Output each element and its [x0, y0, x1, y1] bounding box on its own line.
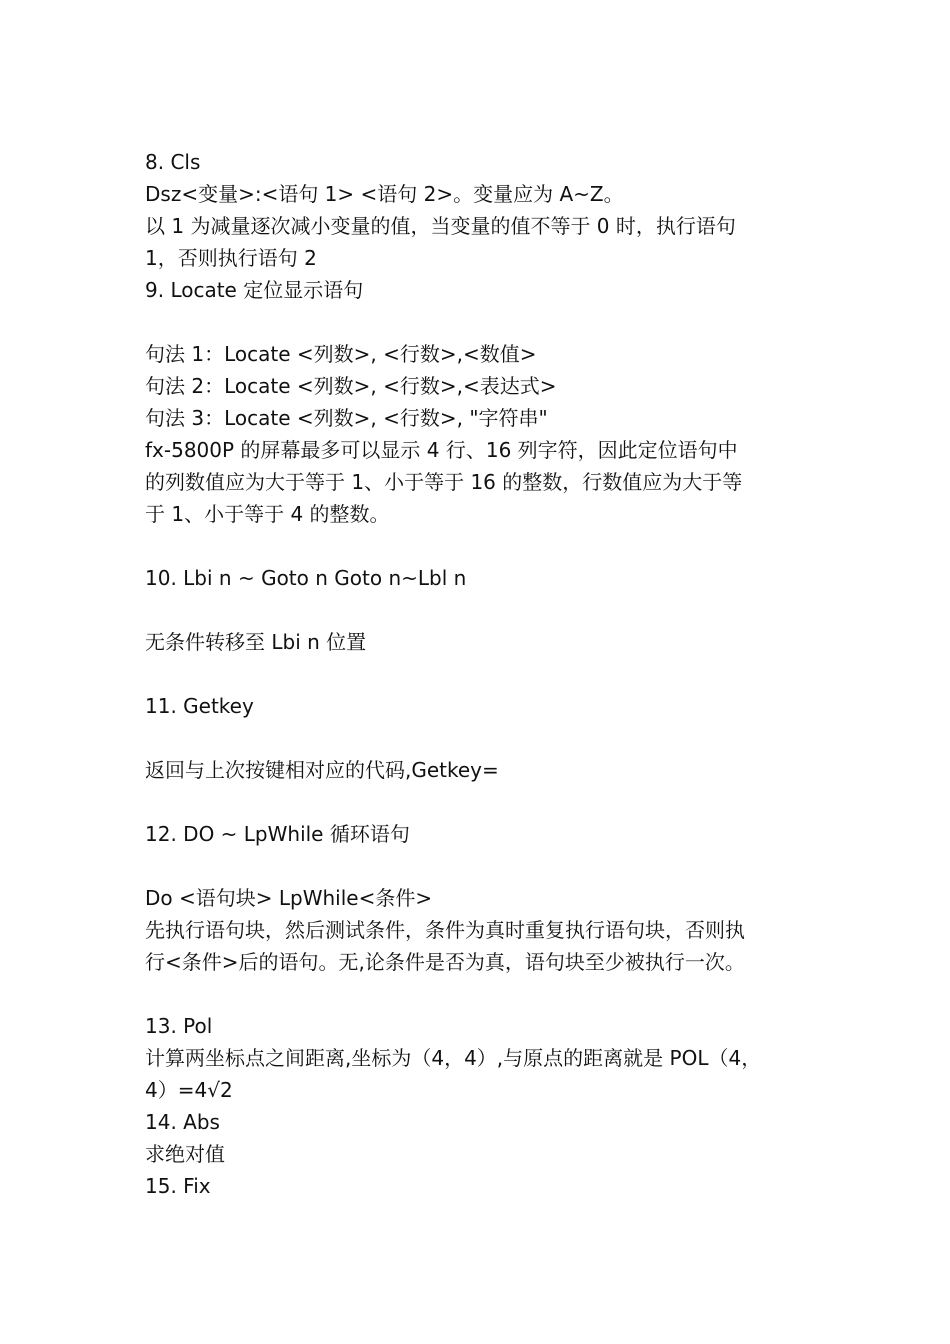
heading-goto: 10. Lbi n ~ Goto n Goto n~Lbl n — [145, 566, 467, 590]
heading-do-lpwhile: 12. DO ~ LpWhile 循环语句 — [145, 822, 410, 846]
spacer — [145, 530, 825, 562]
getkey-desc: 返回与上次按键相对应的代码,Getkey= — [145, 758, 499, 782]
dsz-desc-line-1: 以 1 为减量逐次减小变量的值，当变量的值不等于 0 时，执行语句 — [145, 214, 736, 238]
heading-fix: 15. Fix — [145, 1174, 211, 1198]
spacer — [145, 658, 825, 690]
pol-desc-line-1: 计算两坐标点之间距离,坐标为（4，4）,与原点的距离就是 POL（4， — [145, 1046, 762, 1070]
locate-desc-line-1: fx-5800P 的屏幕最多可以显示 4 行、16 列字符，因此定位语句中 — [145, 438, 738, 462]
locate-syntax-2: 句法 2：Locate <列数>, <行数>,<表达式> — [145, 374, 557, 398]
do-desc-line-2: 行<条件>后的语句。无,论条件是否为真，语句块至少被执行一次。 — [145, 950, 745, 974]
spacer — [145, 850, 825, 882]
locate-syntax-3: 句法 3：Locate <列数>, <行数>, "字符串" — [145, 406, 548, 430]
heading-cls: 8. Cls — [145, 150, 201, 174]
spacer — [145, 786, 825, 818]
spacer — [145, 594, 825, 626]
do-desc-line-1: 先执行语句块，然后测试条件，条件为真时重复执行语句块，否则执 — [145, 918, 745, 942]
locate-desc-line-2: 的列数值应为大于等于 1、小于等于 16 的整数，行数值应为大于等 — [145, 470, 743, 494]
pol-desc-line-2: 4）=4√2 — [145, 1078, 233, 1102]
locate-syntax-1: 句法 1：Locate <列数>, <行数>,<数值> — [145, 342, 537, 366]
spacer — [145, 978, 825, 1010]
document-body — [145, 146, 825, 1202]
abs-desc: 求绝对值 — [145, 1142, 225, 1166]
dsz-desc-line-2: 1，否则执行语句 2 — [145, 246, 317, 270]
spacer — [145, 722, 825, 754]
heading-abs: 14. Abs — [145, 1110, 220, 1134]
dsz-syntax: Dsz<变量>:<语句 1> <语句 2>。变量应为 A~Z。 — [145, 182, 624, 206]
heading-pol: 13. Pol — [145, 1014, 213, 1038]
locate-desc-line-3: 于 1、小于等于 4 的整数。 — [145, 502, 390, 526]
heading-getkey: 11. Getkey — [145, 694, 254, 718]
heading-locate: 9. Locate 定位显示语句 — [145, 278, 364, 302]
spacer — [145, 306, 825, 338]
do-syntax: Do <语句块> LpWhile<条件> — [145, 886, 433, 910]
goto-desc: 无条件转移至 Lbi n 位置 — [145, 630, 367, 654]
